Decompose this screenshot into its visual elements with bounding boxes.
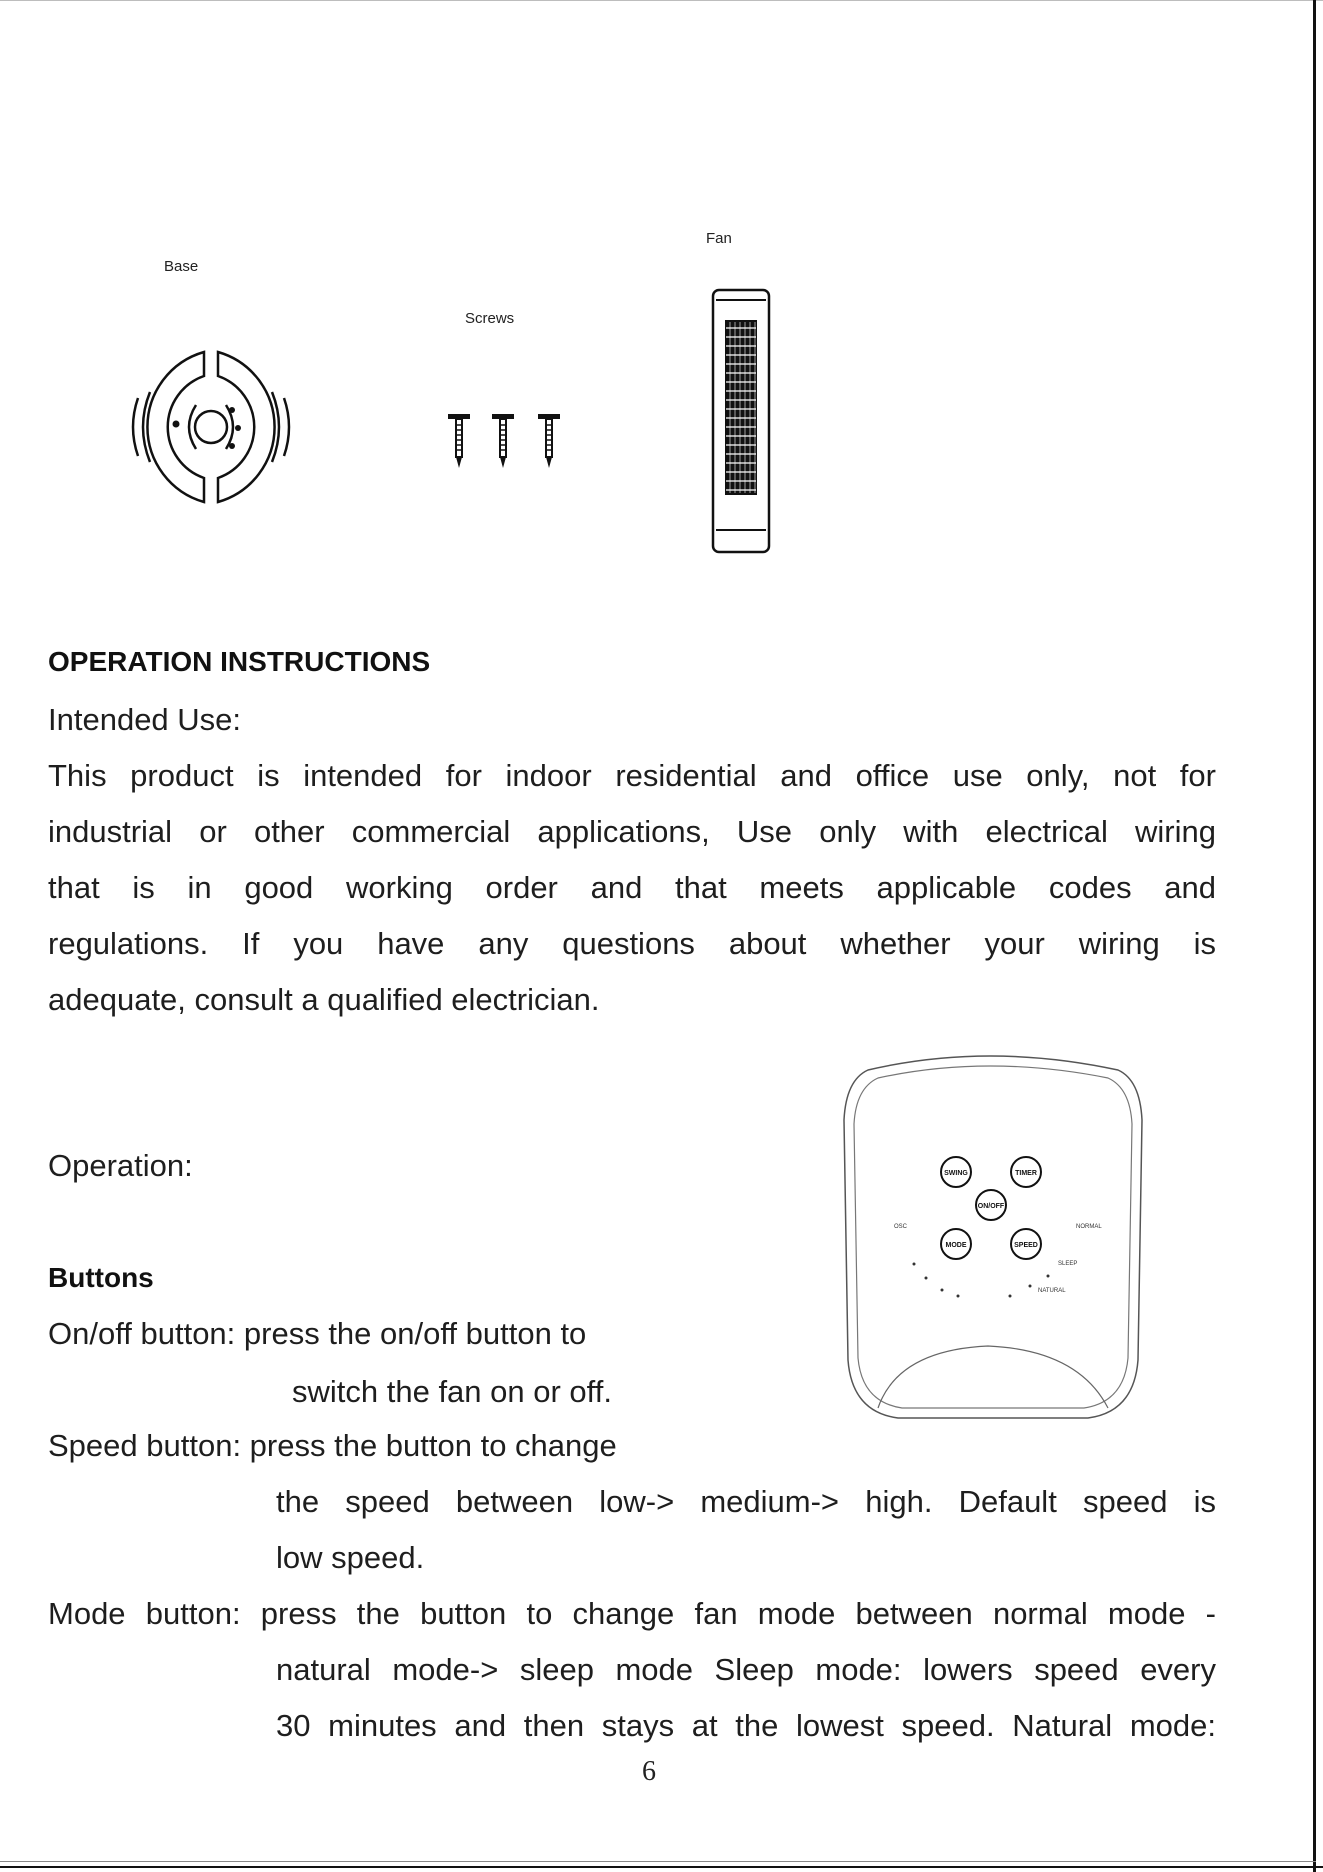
tower-fan-drawing — [713, 290, 769, 552]
remote-control-illustration — [838, 1050, 1148, 1428]
intended-use-line: This product is intended for indoor residential and office use only, not for — [48, 758, 1216, 793]
screws-drawing — [448, 414, 560, 468]
intended-use-line: adequate, consult a qualified electrician. — [48, 982, 600, 1017]
on-off-button-description-cont: switch the fan on or off. — [292, 1374, 612, 1409]
remote-swing-button[interactable] — [941, 1157, 971, 1187]
mode-button-description: Mode button: press the button to change fan mode between normal mode - — [48, 1596, 1216, 1631]
parts-illustration — [0, 0, 1323, 620]
speed-label: SPEED — [1014, 1242, 1038, 1249]
buttons-heading: Buttons — [48, 1262, 154, 1293]
intended-use-line: industrial or other commercial applications, Use only with electrical wiring — [48, 814, 1216, 849]
speed-button-description-cont: the speed between low-> medium-> high. Default speed is — [276, 1484, 1216, 1519]
speed-button-description-cont: low speed. — [276, 1540, 425, 1575]
mode-button-description-cont: natural mode-> sleep mode Sleep mode: lowers speed every — [276, 1652, 1216, 1687]
intended-use-line: that is in good working order and that meets applicable codes and — [48, 870, 1216, 905]
operation-label: Operation: — [48, 1148, 193, 1183]
screw — [448, 414, 470, 468]
remote-mode-button[interactable] — [941, 1229, 971, 1259]
natural-indicator-label: NATURAL — [1038, 1288, 1066, 1294]
section-title: OPERATION INSTRUCTIONS — [48, 646, 431, 677]
swing-label: SWING — [944, 1170, 968, 1177]
screws-label: Screws — [465, 310, 515, 327]
intended-use-label: Intended Use: — [48, 702, 242, 737]
page-border-bottom — [0, 1866, 1323, 1868]
osc-indicator-label: OSC — [894, 1224, 908, 1230]
remote-indicator-dots — [913, 1263, 1050, 1298]
fan-label: Fan — [706, 230, 732, 247]
timer-label: TIMER — [1015, 1170, 1037, 1177]
page-number: 6 — [642, 1756, 656, 1787]
base-drawing — [133, 352, 289, 502]
mode-label: MODE — [945, 1242, 967, 1249]
remote-on-off-button[interactable] — [976, 1190, 1006, 1220]
normal-indicator-label: NORMAL — [1076, 1224, 1102, 1230]
mode-button-description-cont: 30 minutes and then stays at the lowest speed. Natural mode: — [276, 1708, 1216, 1743]
screw — [538, 414, 560, 468]
sleep-indicator-label: SLEEP — [1058, 1261, 1078, 1267]
page-border-bottom-inner — [0, 1861, 1316, 1862]
remote-timer-button[interactable] — [1011, 1157, 1041, 1187]
on-off-button-description: On/off button: press the on/off button to — [48, 1316, 587, 1351]
speed-button-description: Speed button: press the button to change — [48, 1428, 617, 1463]
screw — [492, 414, 514, 468]
remote-speed-button[interactable] — [1011, 1229, 1041, 1259]
base-label: Base — [164, 258, 199, 275]
on-off-label: ON/OFF — [977, 1203, 1005, 1210]
intended-use-line: regulations. If you have any questions about whether your wiring is — [48, 926, 1216, 961]
